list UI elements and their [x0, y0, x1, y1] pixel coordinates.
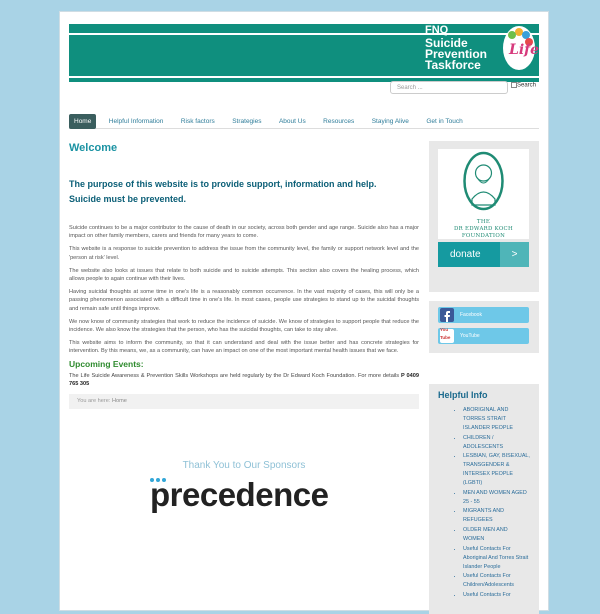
main-nav [69, 110, 539, 129]
article-paragraph: Having suicidal thoughts at some time in one's life is a reasonably common occurrence. In the vast majority of cases, this will only be a passing phenomenon associated with a difficult time in one's life. In most cases, people use strategies to stand up to the suicidal thoughts and remain safe until things improve. [69, 288, 419, 312]
logo-petal [508, 31, 516, 39]
article-paragraph: We now know of community strategies that work to reduce the incidence of suicide. We know of strategies to support people that reduce the incidence. We also know the strategies that the person, who has the suicidal thoughts, can take to stay alive. [69, 318, 419, 334]
sponsor-name: precedence [150, 476, 329, 513]
main-content [69, 142, 419, 404]
page-container [59, 11, 549, 611]
lead-line-2: Suicide must be prevented. [69, 194, 187, 204]
helpful-info-link[interactable]: • Useful Contacts For Aboriginal And Torres Strait Islander People [463, 545, 530, 572]
article-paragraph: This website aims to inform the community, so that it can understand and deal with the issue better and has concrete strategies for intervention. By this means, we, as a community, can have an impact on one of the most important mental health issues that we face. [69, 339, 419, 355]
nav-item-resources[interactable]: Resources [323, 118, 355, 125]
facebook-link[interactable] [438, 307, 529, 323]
sponsors-heading: Thank You to Our Sponsors [182, 460, 306, 471]
nav-item-staying-alive[interactable]: Staying Alive [371, 118, 409, 125]
helpful-info-link[interactable]: • LESBIAN, GAY, BISEXUAL, TRANSGENDER & INTERSEX PEOPLE (LGBTI) [463, 452, 530, 488]
donate-button[interactable] [438, 242, 529, 267]
youtube-label: YouTube [460, 333, 480, 339]
youtube-link[interactable] [438, 328, 529, 344]
foundation-line: DR EDWARD KOCH [454, 226, 513, 232]
nav-item-helpful-information[interactable]: Helpful Information [108, 118, 164, 125]
breadcrumb-label: You are here: [77, 397, 111, 404]
donate-label: donate [450, 249, 481, 260]
search-button[interactable] [511, 82, 536, 89]
facebook-label: Facebook [460, 312, 482, 318]
logo-text: Life [509, 42, 540, 58]
foundation-line: FOUNDATION [461, 233, 506, 239]
events-description: The Life Suicide Awareness & Prevention Skills Workshops are held regularly by the Dr Edward Koch Foundation. For more details [69, 372, 400, 379]
lead-line-1: The purpose of this website is to provide support, information and help. [69, 179, 377, 189]
article-paragraph: The website also looks at issues that relate to both suicide and to suicide attempts. This section also covers the healing process, which allows people to again continue with their lives. [69, 267, 419, 283]
banner-fnq: FNQ [425, 24, 449, 36]
life-logo [503, 26, 540, 70]
helpful-info-link[interactable]: • CHILDREN / ADOLESCENTS [463, 434, 530, 452]
events-text [69, 372, 419, 388]
search-button-label: Search [517, 82, 537, 89]
foundation-name [438, 219, 529, 240]
banner-title-line: Taskforce [425, 58, 481, 72]
search-input[interactable]: Search ... [390, 81, 508, 94]
foundation-box [429, 141, 539, 292]
helpful-info-list [438, 406, 530, 600]
site-banner[interactable] [69, 24, 539, 82]
helpful-info-link[interactable]: • MEN AND WOMEN AGED 25 - 55 [463, 489, 530, 507]
youtube-icon-text: You Tube [440, 327, 451, 340]
koch-portrait-icon [438, 149, 529, 219]
banner-stripe-bottom [69, 76, 539, 78]
page-title: Welcome [69, 142, 118, 154]
helpful-info-link[interactable]: • MIGRANTS AND REFUGEES [463, 507, 530, 525]
nav-item-about-us[interactable]: About Us [278, 118, 306, 125]
article-paragraph: Suicide continues to be a major contributor to the cause of death in our society, across both gender and age range. Suicide also has a major impact on other family members, carers and friends for many years to come. [69, 225, 419, 240]
events-heading: Upcoming Events: [69, 359, 144, 370]
helpful-info-link[interactable]: • Useful Contacts For [463, 591, 530, 600]
helpful-info-link[interactable]: • Useful Contacts For Children/Adolescents [463, 572, 530, 590]
lead-text [69, 177, 377, 207]
banner-stripe-top [69, 33, 539, 35]
donate-arrow: > [500, 242, 529, 267]
precedence-logo[interactable] [146, 474, 346, 518]
nav-item-strategies[interactable]: Strategies [232, 118, 262, 125]
events-phone: P 0409 765 305 [69, 372, 419, 387]
nav-item-get-in-touch[interactable]: Get in Touch [426, 118, 463, 125]
breadcrumb [69, 394, 419, 409]
youtube-icon [440, 329, 454, 343]
article-body [69, 224, 419, 409]
banner-title [425, 38, 515, 71]
breadcrumb-home-link[interactable]: Home [111, 397, 127, 404]
facebook-icon [440, 308, 454, 322]
helpful-info-link[interactable]: • OLDER MEN AND WOMEN [463, 526, 530, 544]
banner-title-line: Prevention [425, 47, 488, 61]
social-box [429, 301, 539, 353]
helpful-info-link[interactable]: • ABORIGINAL AND TORRES STRAIT ISLANDER PEOPLE [463, 406, 530, 433]
article-paragraph: This website is a response to suicide prevention to address the issue from the community level, the family or support network level and the 'person at risk' level. [69, 246, 419, 261]
helpful-info-heading: Helpful Info [438, 390, 488, 400]
foundation-line: THE [476, 219, 491, 225]
banner-title-line: Suicide [425, 36, 468, 50]
helpful-info-box [429, 384, 539, 614]
nav-item-risk-factors[interactable]: Risk factors [180, 118, 215, 125]
nav-item-home[interactable]: Home [69, 114, 96, 129]
